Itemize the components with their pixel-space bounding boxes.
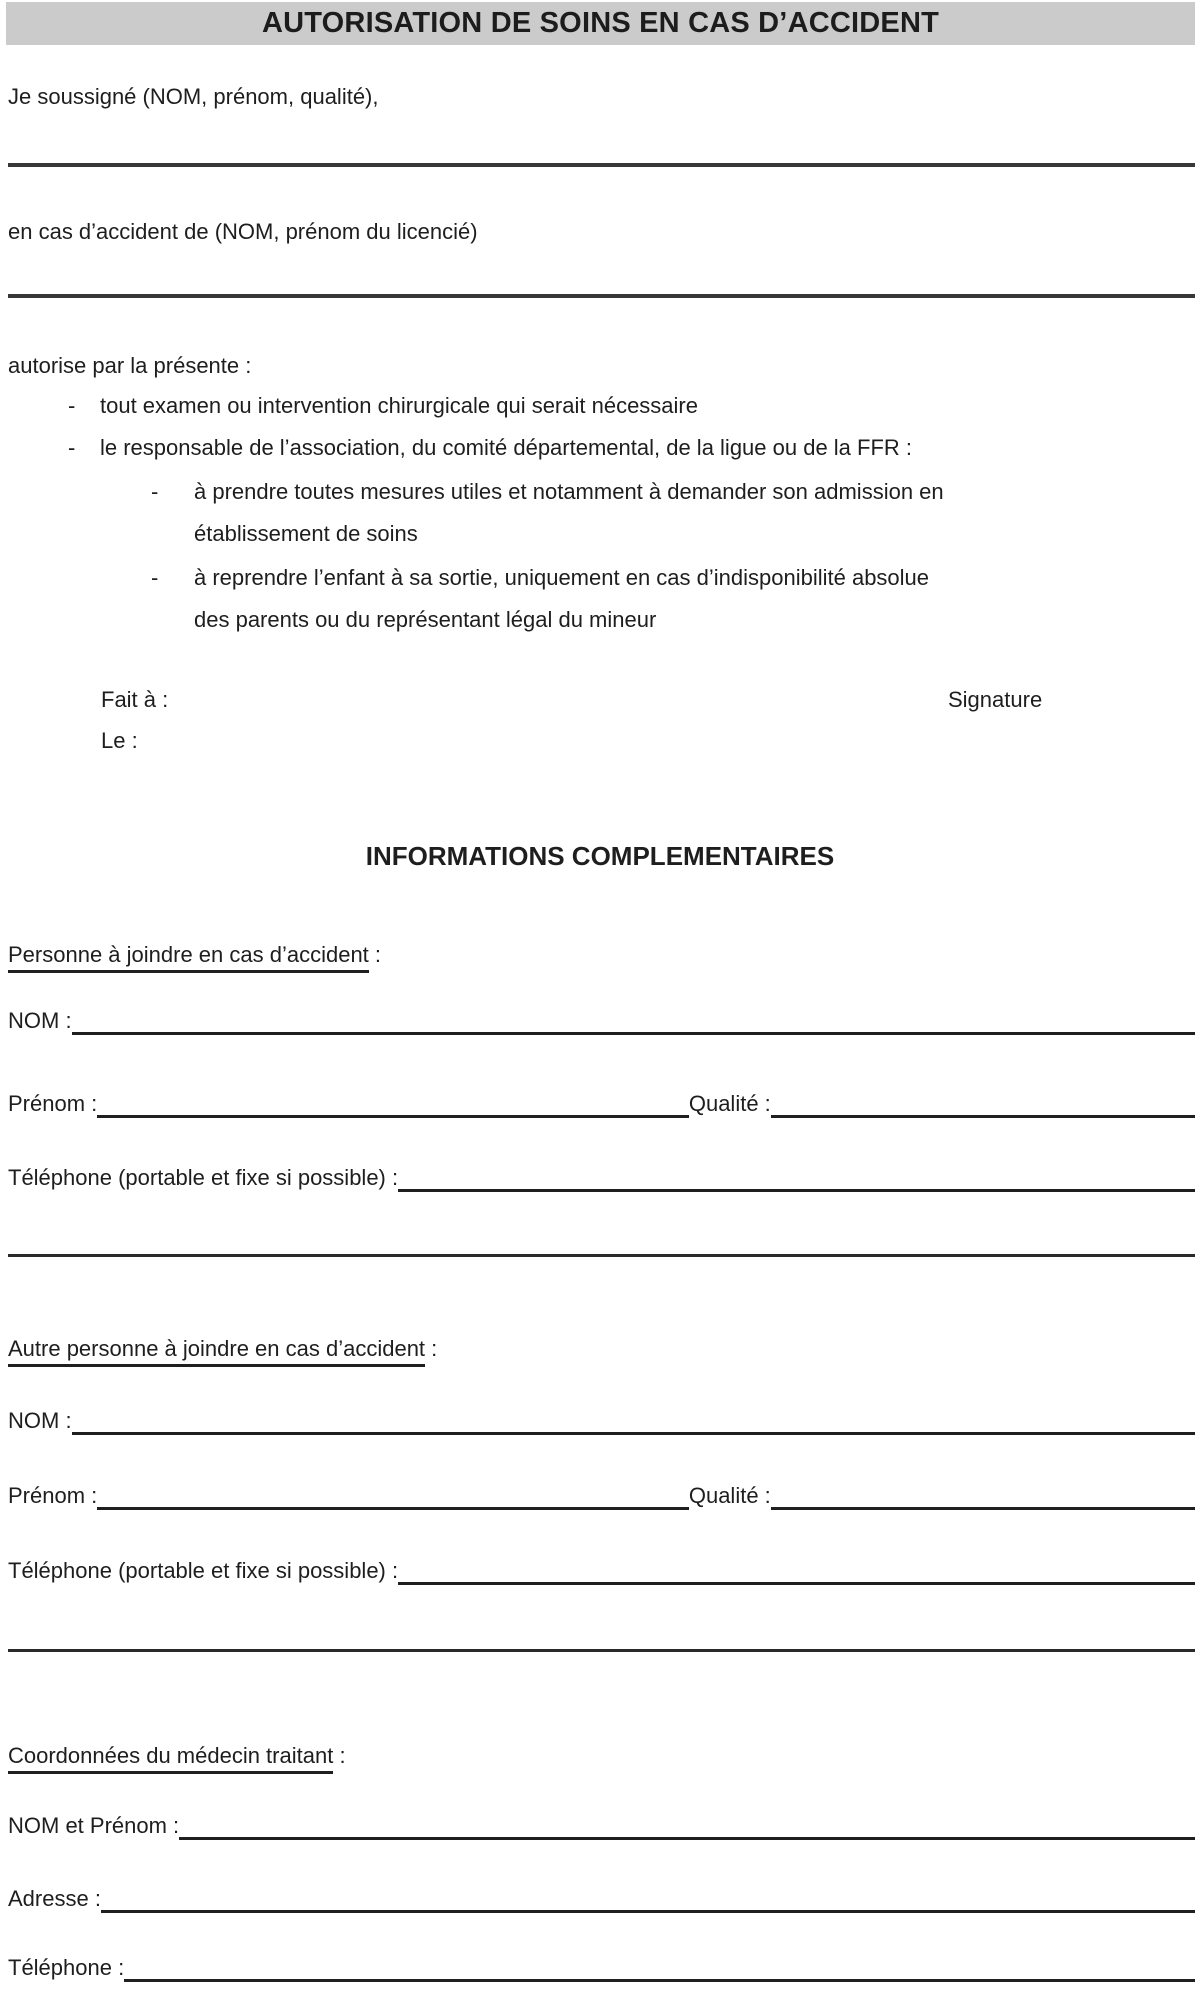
prenom-writein-line[interactable]: [97, 1115, 689, 1118]
prenom-label: Prénom :: [8, 1483, 98, 1508]
telephone-label: Téléphone (portable et fixe si possible) :: [8, 1558, 399, 1583]
authorization-text: tout examen ou intervention chirurgicale qui serait nécessaire: [100, 393, 698, 418]
qualite-label: Qualité :: [688, 1091, 771, 1116]
contact1-heading-text: Personne à joindre en cas d’accident: [8, 942, 369, 973]
nom-prenom-writein-line[interactable]: [179, 1837, 1195, 1840]
qualite-writein-line[interactable]: [771, 1115, 1195, 1118]
doctor-telephone-row: [8, 1953, 1195, 1982]
sub-authorization-text: [194, 471, 944, 555]
contact1-prenom-qualite-row: [8, 1089, 1195, 1118]
authorize-heading: autorise par la présente :: [8, 353, 252, 378]
contact2-heading: [8, 1335, 437, 1363]
signer-writein-line[interactable]: [8, 163, 1195, 167]
contact2-heading-text: Autre personne à joindre en cas d’accident: [8, 1336, 425, 1367]
accident-label: en cas d’accident de (NOM, prénom du licencié): [8, 219, 478, 244]
telephone-label: Téléphone :: [8, 1955, 125, 1980]
adresse-label: Adresse :: [8, 1886, 101, 1911]
sub-authorization-line: établissement de soins: [194, 521, 418, 546]
contact2-nom-row: [8, 1406, 1195, 1435]
page-title: AUTORISATION DE SOINS EN CAS D’ACCIDENT: [262, 7, 939, 39]
authorization-item: [68, 392, 698, 420]
list-dash: -: [68, 435, 76, 460]
title-bar: [6, 2, 1195, 45]
nom-prenom-label: NOM et Prénom :: [8, 1813, 180, 1838]
accident-writein-line[interactable]: [8, 294, 1195, 298]
place-label: Fait à :: [101, 687, 169, 712]
date-label: Le :: [101, 728, 138, 753]
adresse-writein-line[interactable]: [101, 1910, 1195, 1913]
telephone-writein-line[interactable]: [124, 1979, 1195, 1982]
doctor-adresse-row: [8, 1884, 1195, 1913]
contact1-telephone-row: [8, 1163, 1195, 1192]
sub-authorization-text: [194, 557, 929, 641]
authorization-item: [68, 434, 912, 462]
authorization-text: le responsable de l’association, du comité départemental, de la ligue ou de la FFR :: [100, 435, 913, 460]
telephone-label: Téléphone (portable et fixe si possible) :: [8, 1165, 399, 1190]
telephone-extra-writein-line[interactable]: [8, 1649, 1195, 1652]
qualite-label: Qualité :: [688, 1483, 771, 1508]
list-dash: -: [151, 479, 159, 504]
doctor-heading: [8, 1742, 346, 1770]
telephone-writein-line[interactable]: [398, 1189, 1195, 1192]
nom-label: NOM :: [8, 1008, 72, 1033]
doctor-heading-text: Coordonnées du médecin traitant: [8, 1743, 333, 1774]
sub-authorization-item: [151, 471, 944, 555]
nom-label: NOM :: [8, 1408, 72, 1433]
signer-label: Je soussigné (NOM, prénom, qualité),: [8, 84, 379, 109]
telephone-writein-line[interactable]: [398, 1582, 1195, 1585]
sub-authorization-item: [151, 557, 929, 641]
nom-writein-line[interactable]: [72, 1432, 1195, 1435]
signature-label: Signature: [948, 687, 1043, 712]
qualite-writein-line[interactable]: [771, 1507, 1195, 1510]
contact1-heading-suffix: :: [368, 942, 382, 967]
nom-writein-line[interactable]: [72, 1032, 1195, 1035]
complementary-heading: INFORMATIONS COMPLEMENTAIRES: [365, 841, 835, 871]
contact1-nom-row: [8, 1006, 1195, 1035]
contact2-heading-suffix: :: [425, 1336, 438, 1361]
contact2-prenom-qualite-row: [8, 1481, 1195, 1510]
sub-authorization-line: des parents ou du représentant légal du mineur: [194, 607, 657, 632]
list-dash: -: [151, 565, 159, 590]
doctor-heading-suffix: :: [333, 1743, 346, 1768]
prenom-writein-line[interactable]: [97, 1507, 689, 1510]
contact2-telephone-row: [8, 1556, 1195, 1585]
doctor-nom-prenom-row: [8, 1811, 1195, 1840]
contact1-heading: [8, 941, 381, 969]
telephone-extra-writein-line[interactable]: [8, 1254, 1195, 1257]
list-dash: -: [68, 393, 76, 418]
prenom-label: Prénom :: [8, 1091, 98, 1116]
sub-authorization-line: à reprendre l’enfant à sa sortie, uniquement en cas d’indisponibilité absolue: [194, 565, 930, 590]
sub-authorization-line: à prendre toutes mesures utiles et notamment à demander son admission en: [194, 479, 944, 504]
